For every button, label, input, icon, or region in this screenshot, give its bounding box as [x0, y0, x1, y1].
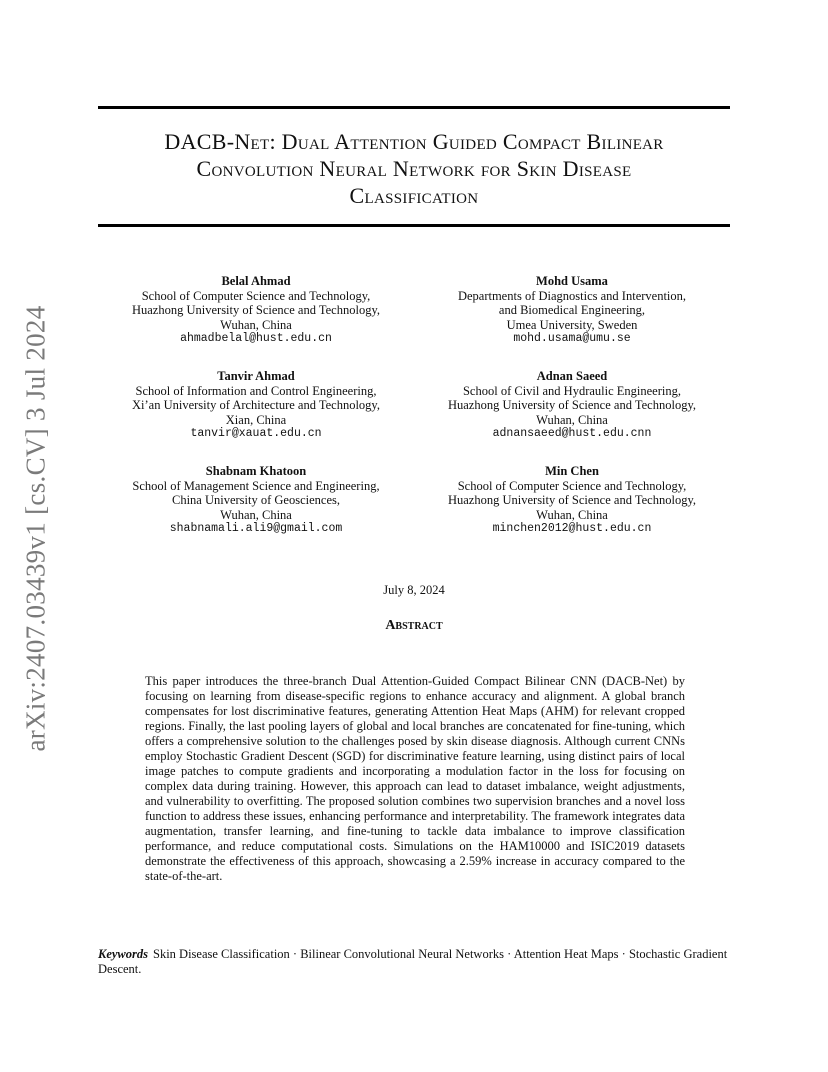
author-affiliation: Huazhong University of Science and Technology, — [447, 493, 697, 508]
author-email[interactable]: tanvir@xauat.edu.cn — [190, 427, 322, 441]
author-affiliation: Wuhan, China — [536, 412, 608, 427]
title-line: Convolution Neural Network for Skin Disease — [196, 156, 632, 181]
author-email[interactable]: minchen2012@hust.edu.cn — [492, 522, 652, 536]
author-affiliation: School of Computer Science and Technology, — [457, 478, 687, 493]
author-card — [98, 369, 414, 442]
keywords — [98, 947, 732, 977]
author-affiliation: Departments of Diagnostics and Intervention, — [457, 288, 687, 303]
author-email[interactable]: adnansaeed@hust.edu.cnn — [492, 427, 652, 441]
author-affiliation: School of Information and Control Engineering, — [135, 383, 377, 398]
author-card — [98, 274, 414, 347]
title-bottom-rule — [98, 224, 730, 227]
author-block — [98, 274, 730, 559]
abstract-heading: Abstract — [385, 618, 443, 633]
abstract-text: This paper introduces the three-branch Dual Attention-Guided Compact Bilinear CNN (DACB-Net) by focusing on learning from disease-specific regions to enhance accuracy and alignment. A global branch compensates for lost discriminative features, generating Attention Heat Maps (AHM) for relevant cropped regions. Finally, the last pooling layers of global and local branches are concatenated for fine-tuning, which offers a comprehensive solution to the challenges posed by skin disease diagnosis. Although current CNNs employ Stochastic Gradient Descent (SGD) for discriminative feature learning, using distinct pairs of local image patches to compute gradients and incorporating a modulation factor in the loss for focusing on complex data during training. However, this approach can lead to dataset imbalance, weight adjustments, and vulnerability to overfitting. The proposed solution combines two supervision branches and a novel loss function to address these issues, enhancing performance and interpretability. The framework integrates data augmentation, transfer learning, and fine-tuning to tackle data imbalance to improve classification performance, and reduce computational costs. Simulations on the HAM10000 and ISIC2019 datasets demonstrate the effectiveness of this approach, showcasing a 2.59% increase in accuracy compared to the state-of-the-art. — [145, 674, 685, 883]
title-line: Classification — [349, 183, 479, 208]
author-card — [414, 274, 730, 347]
author-name: Adnan Saeed — [536, 368, 608, 383]
author-card — [414, 369, 730, 442]
author-affiliation: and Biomedical Engineering, — [498, 303, 646, 318]
author-row — [98, 464, 730, 537]
arxiv-stamp — [18, 302, 54, 754]
author-email[interactable]: shabnamali.ali9@gmail.com — [169, 522, 343, 536]
author-email[interactable]: ahmadbelal@hust.edu.cn — [180, 332, 332, 346]
author-name: Tanvir Ahmad — [217, 368, 295, 383]
author-email[interactable]: mohd.usama@umu.se — [513, 332, 631, 346]
author-affiliation: Wuhan, China — [220, 317, 292, 332]
author-row — [98, 274, 730, 347]
author-card — [98, 464, 414, 537]
author-affiliation: School of Computer Science and Technology, — [141, 288, 371, 303]
author-affiliation: Huazhong University of Science and Technology, — [447, 398, 697, 413]
paper-title — [98, 128, 730, 209]
author-affiliation: China University of Geosciences, — [171, 493, 340, 508]
keywords-label: Keywords — [98, 947, 148, 961]
author-affiliation: School of Civil and Hydraulic Engineering, — [462, 383, 681, 398]
title-top-rule — [98, 106, 730, 109]
author-affiliation: Wuhan, China — [220, 507, 292, 522]
author-affiliation: Umea University, Sweden — [506, 317, 638, 332]
author-affiliation: Wuhan, China — [536, 507, 608, 522]
author-affiliation: School of Management Science and Engineering, — [132, 478, 380, 493]
author-name: Mohd Usama — [536, 274, 608, 288]
arxiv-stamp-text: arXiv:2407.03439v1 [cs.CV] 3 Jul 2024 — [20, 304, 51, 752]
title-line: DACB-Net: Dual Attention Guided Compact Bilinear — [164, 129, 664, 154]
author-row — [98, 369, 730, 442]
author-affiliation: Huazhong University of Science and Technology, — [131, 303, 381, 318]
author-name: Belal Ahmad — [221, 274, 291, 288]
paper-date: July 8, 2024 — [383, 583, 445, 597]
author-name: Min Chen — [545, 463, 599, 478]
author-name: Shabnam Khatoon — [205, 463, 307, 478]
author-card — [414, 464, 730, 537]
author-affiliation: Xian, China — [225, 412, 287, 427]
author-affiliation: Xi’an University of Architecture and Technology, — [131, 398, 380, 413]
keywords-text: Skin Disease Classification · Bilinear Convolutional Neural Networks · Attention Heat Maps · Stochastic Gradient Descent. — [98, 947, 728, 976]
